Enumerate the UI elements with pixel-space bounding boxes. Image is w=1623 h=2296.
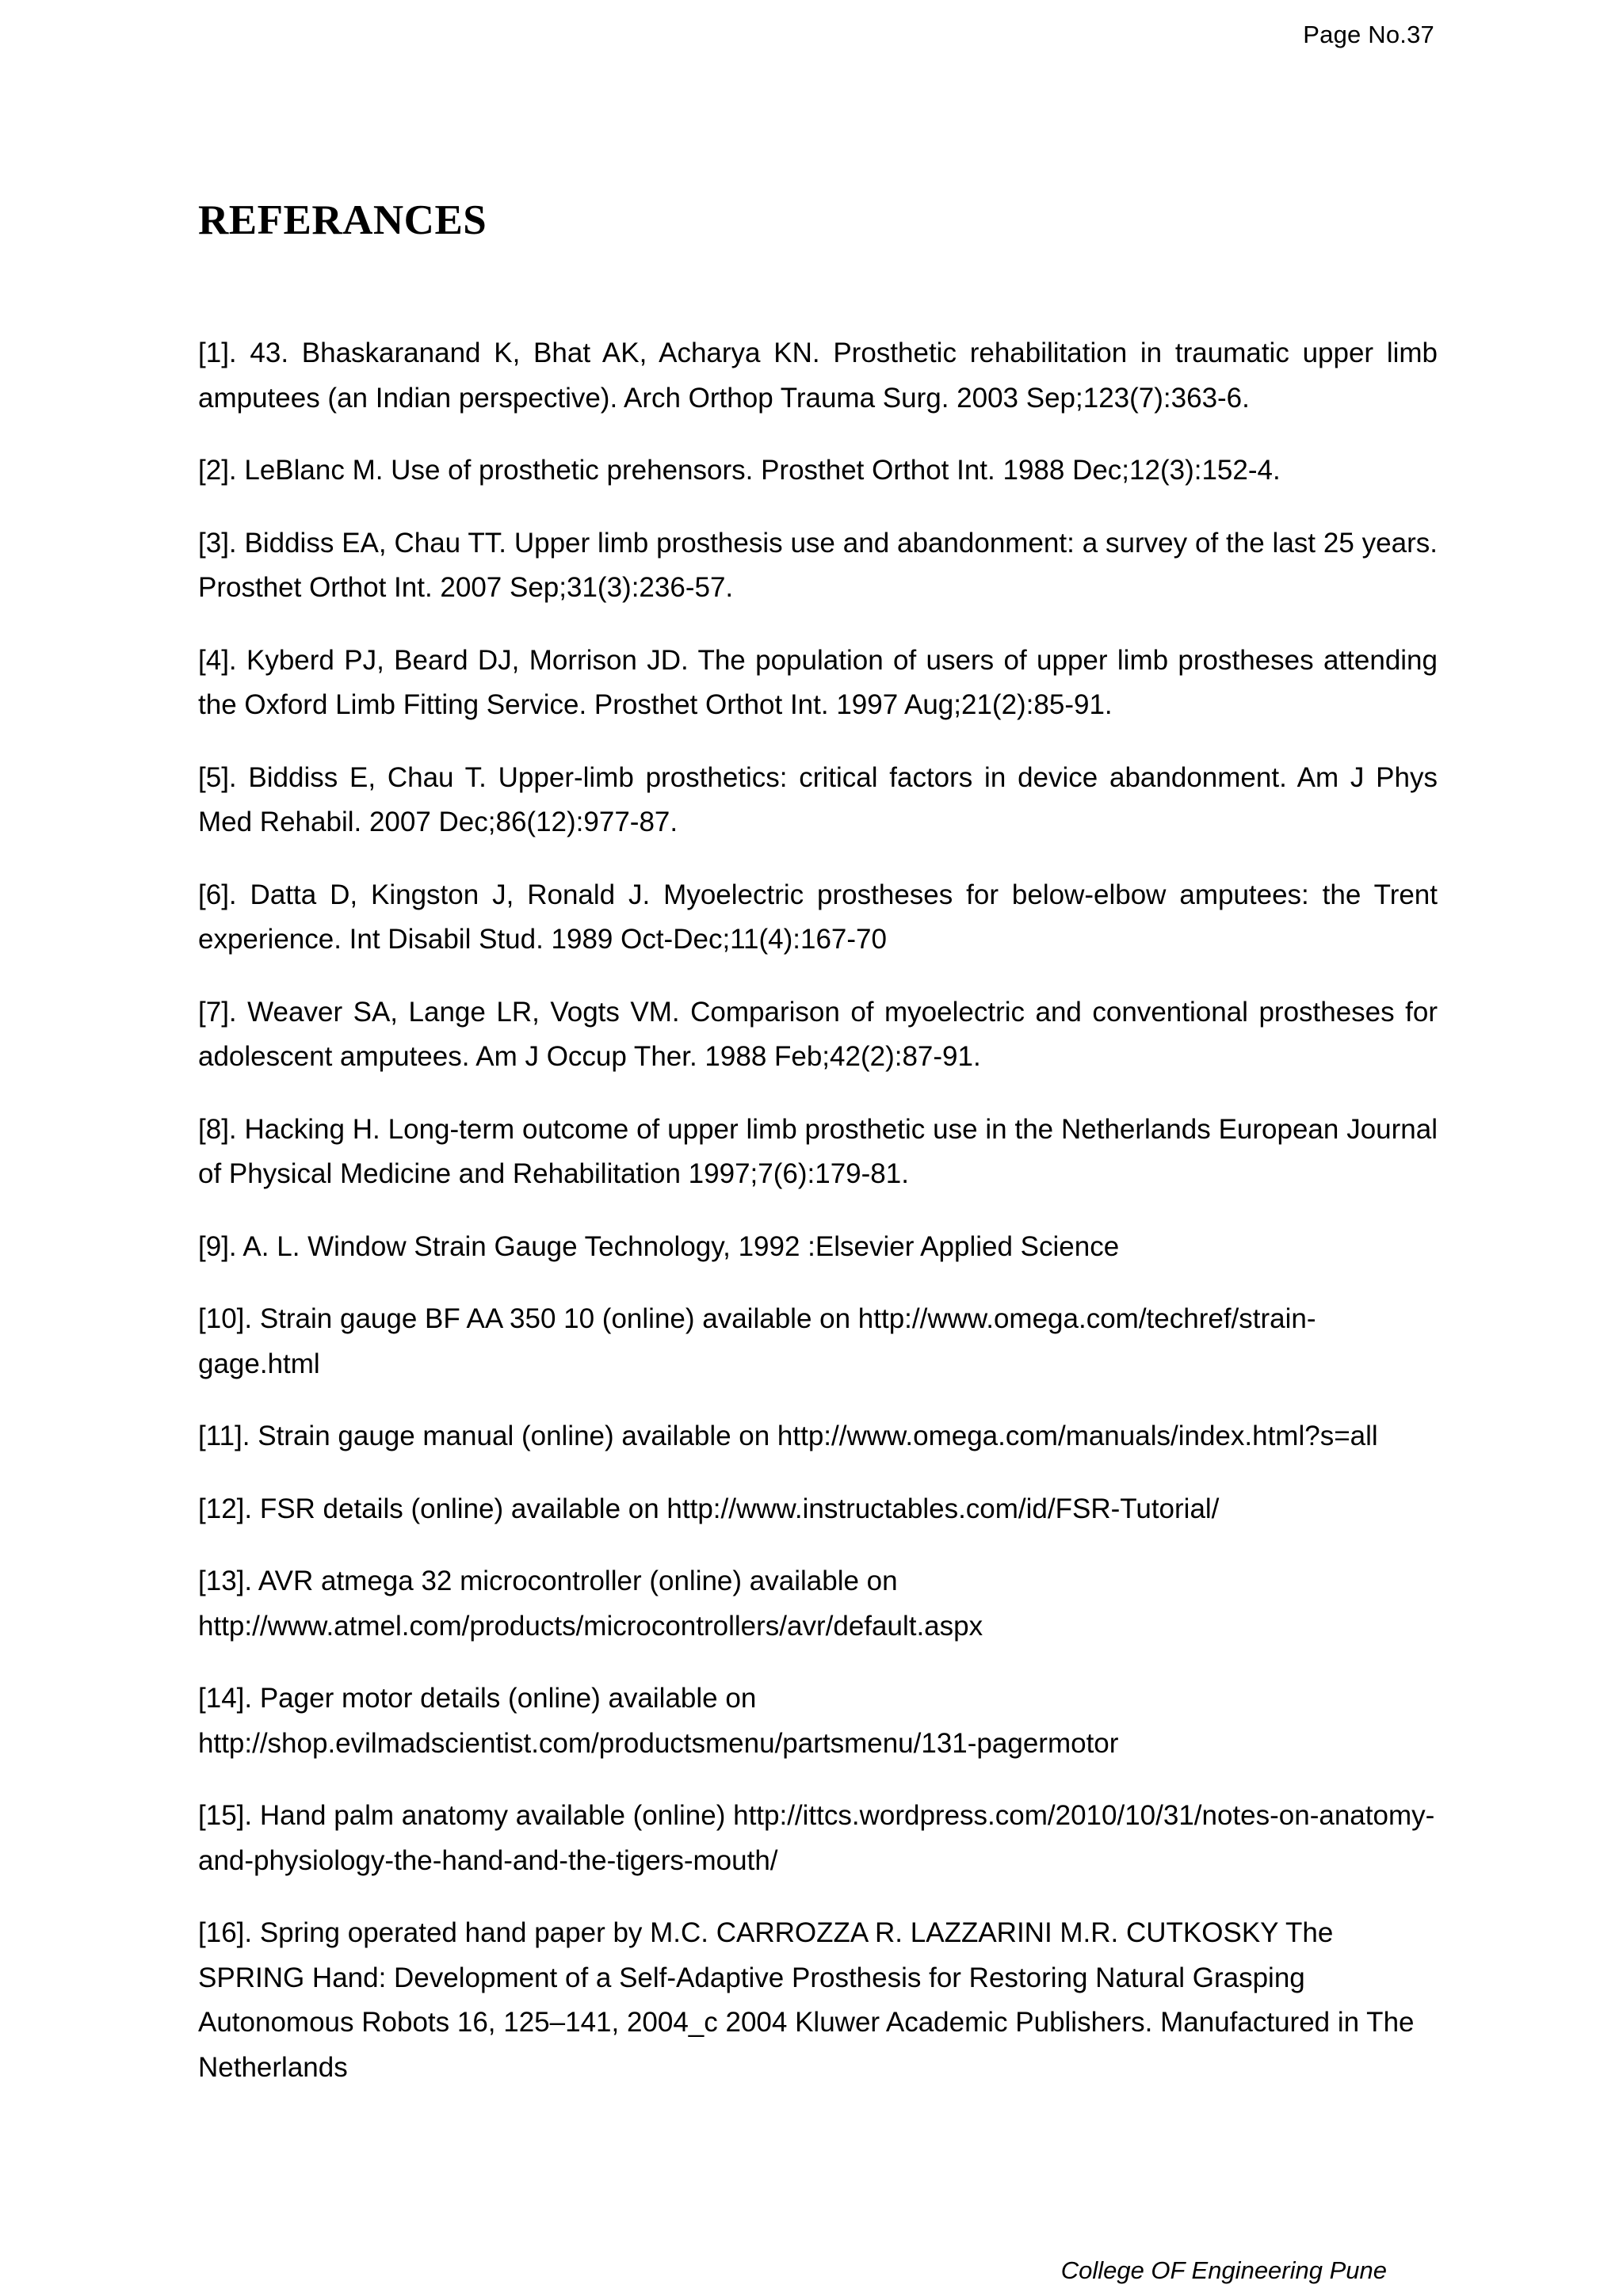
page-number: Page No.37 [1303,21,1434,48]
reference-item-8: [8]. Hacking H. Long-term outcome of upper limb prosthetic use in the Netherlands European Journal of Physical Medicine and Rehabilitation 1997;7(6):179-81. [198,1113,1438,1189]
reference-item-12: [12]. FSR details (online) available on http://www.instructables.com/id/FSR-Tutorial/ [198,1493,1220,1524]
footer-institution: College OF Engineering Pune [1060,2256,1387,2284]
reference-item-15: [15]. Hand palm anatomy available (online) http://ittcs.wordpress.com/2010/10/31/notes-on-anatomy-and-physiology-the-hand-and-the-tigers-mouth/ [198,1800,1435,1876]
page-title: REFERANCES [198,197,487,243]
reference-item-4: [4]. Kyberd PJ, Beard DJ, Morrison JD. The population of users of upper limb prostheses attending the Oxford Limb Fitting Service. Prosthet Orthot Int. 1997 Aug;21(2):85-91. [198,644,1438,720]
reference-item-6: [6]. Datta D, Kingston J, Ronald J. Myoelectric prostheses for below-elbow amputees: the Trent experience. Int Disabil Stud. 1989 Oct-Dec;11(4):167-70 [198,879,1438,955]
reference-item-2: [2]. LeBlanc M. Use of prosthetic prehensors. Prosthet Orthot Int. 1988 Dec;12(3):152-4. [198,455,1281,486]
reference-list [198,331,1438,2118]
reference-item-14: [14]. Pager motor details (online) available on http://shop.evilmadscientist.com/productsmenu/partsmenu/131-pagermotor [198,1683,1119,1759]
reference-item-5: [5]. Biddiss E, Chau T. Upper-limb prosthetics: critical factors in device abandonment. Am J Phys Med Rehabil. 2007 Dec;86(12):977-87. [198,761,1438,837]
reference-item-16: [16]. Spring operated hand paper by M.C. CARROZZA R. LAZZARINI M.R. CUTKOSKY The SPRING Hand: Development of a Self-Adaptive Prosthesis for Restoring Natural Grasping Autonomous Robots 16, 125–141, 2004_c 2004 Kluwer Academic Publishers. Manufactured in The Netherlands [198,1917,1415,2083]
reference-item-13: [13]. AVR atmega 32 microcontroller (online) available on http://www.atmel.com/products/microcontrollers/avr/default.aspx [198,1566,983,1642]
reference-item-10: [10]. Strain gauge BF AA 350 10 (online) available on http://www.omega.com/techref/strain-gage.html [198,1303,1316,1379]
reference-item-1: [1]. 43. Bhaskaranand K, Bhat AK, Acharya KN. Prosthetic rehabilitation in traumatic upper limb amputees (an Indian perspective). Arch Orthop Trauma Surg. 2003 Sep;123(7):363-6. [198,338,1438,414]
reference-item-3: [3]. Biddiss EA, Chau TT. Upper limb prosthesis use and abandonment: a survey of the last 25 years. Prosthet Orthot Int. 2007 Sep;31(3):236-57. [198,527,1438,603]
reference-item-9: [9]. A. L. Window Strain Gauge Technology, 1992 :Elsevier Applied Science [198,1230,1120,1262]
reference-item-7: [7]. Weaver SA, Lange LR, Vogts VM. Comparison of myoelectric and conventional prostheses for adolescent amputees. Am J Occup Ther. 1988 Feb;42(2):87-91. [198,996,1438,1072]
reference-item-11: [11]. Strain gauge manual (online) available on http://www.omega.com/manuals/index.html?s=all [198,1421,1378,1451]
